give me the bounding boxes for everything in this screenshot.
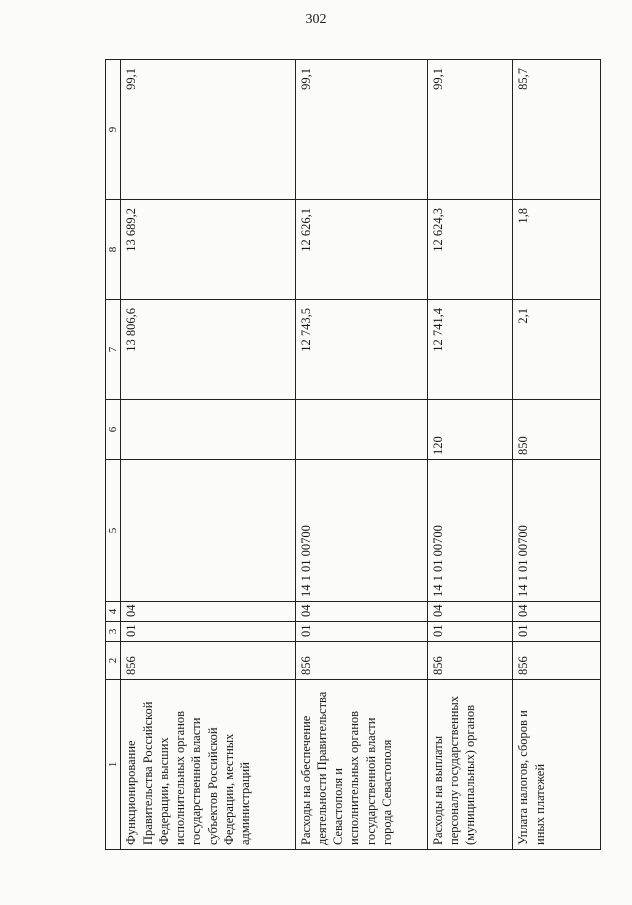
table-frame <box>105 60 601 850</box>
cell-expense-type: 850 <box>513 400 601 460</box>
row-name: Расходы на выплаты персоналу государственных (муниципальных) органов <box>427 680 513 850</box>
table-row <box>295 60 427 850</box>
row-name: Уплата налогов, сборов и иных платежей <box>513 680 601 850</box>
cell-expense-type: 120 <box>427 400 513 460</box>
cell-plan: 2,1 <box>513 300 601 400</box>
row-name: Функционирование Правительства Российской Федерации, высших исполнительных органов государственной власти субъектов Российской Федерации, местных администраций <box>121 680 295 850</box>
cell-target-article: 14 1 01 00700 <box>513 460 601 602</box>
cell-section: 01 <box>513 622 601 642</box>
cell-percent: 99,1 <box>427 60 513 200</box>
cell-plan: 12 741,4 <box>427 300 513 400</box>
header-cell-7: 7 <box>106 300 121 400</box>
cell-expense-type <box>121 400 295 460</box>
cell-subsection: 04 <box>295 602 427 622</box>
header-cell-4: 4 <box>106 602 121 622</box>
cell-plan: 12 743,5 <box>295 300 427 400</box>
cell-subsection: 04 <box>121 602 295 622</box>
cell-grbs: 856 <box>295 642 427 680</box>
header-cell-2: 2 <box>106 642 121 680</box>
header-cell-6: 6 <box>106 400 121 460</box>
cell-percent: 99,1 <box>295 60 427 200</box>
rotated-table-wrapper <box>105 60 601 850</box>
cell-actual: 1,8 <box>513 200 601 300</box>
header-cell-5: 5 <box>106 460 121 602</box>
cell-actual: 13 689,2 <box>121 200 295 300</box>
header-cell-9: 9 <box>106 60 121 200</box>
table-row <box>427 60 513 850</box>
page-number: 302 <box>305 12 327 27</box>
cell-plan: 13 806,6 <box>121 300 295 400</box>
cell-grbs: 856 <box>427 642 513 680</box>
budget-table <box>105 59 601 850</box>
cell-grbs: 856 <box>513 642 601 680</box>
cell-target-article: 14 1 01 00700 <box>295 460 427 602</box>
cell-percent: 99,1 <box>121 60 295 200</box>
cell-actual: 12 626,1 <box>295 200 427 300</box>
header-cell-1: 1 <box>106 680 121 850</box>
cell-target-article <box>121 460 295 602</box>
cell-grbs: 856 <box>121 642 295 680</box>
cell-actual: 12 624,3 <box>427 200 513 300</box>
cell-subsection: 04 <box>427 602 513 622</box>
cell-percent: 85,7 <box>513 60 601 200</box>
table-row <box>513 60 601 850</box>
header-cell-3: 3 <box>106 622 121 642</box>
cell-expense-type <box>295 400 427 460</box>
cell-target-article: 14 1 01 00700 <box>427 460 513 602</box>
row-name: Расходы на обеспечение деятельности Правительства Севастополя и исполнительных органов государственной власти города Севастополя <box>295 680 427 850</box>
cell-section: 01 <box>427 622 513 642</box>
header-cell-8: 8 <box>106 200 121 300</box>
cell-section: 01 <box>295 622 427 642</box>
cell-section: 01 <box>121 622 295 642</box>
table-row <box>121 60 295 850</box>
header-row <box>106 60 121 850</box>
cell-subsection: 04 <box>513 602 601 622</box>
